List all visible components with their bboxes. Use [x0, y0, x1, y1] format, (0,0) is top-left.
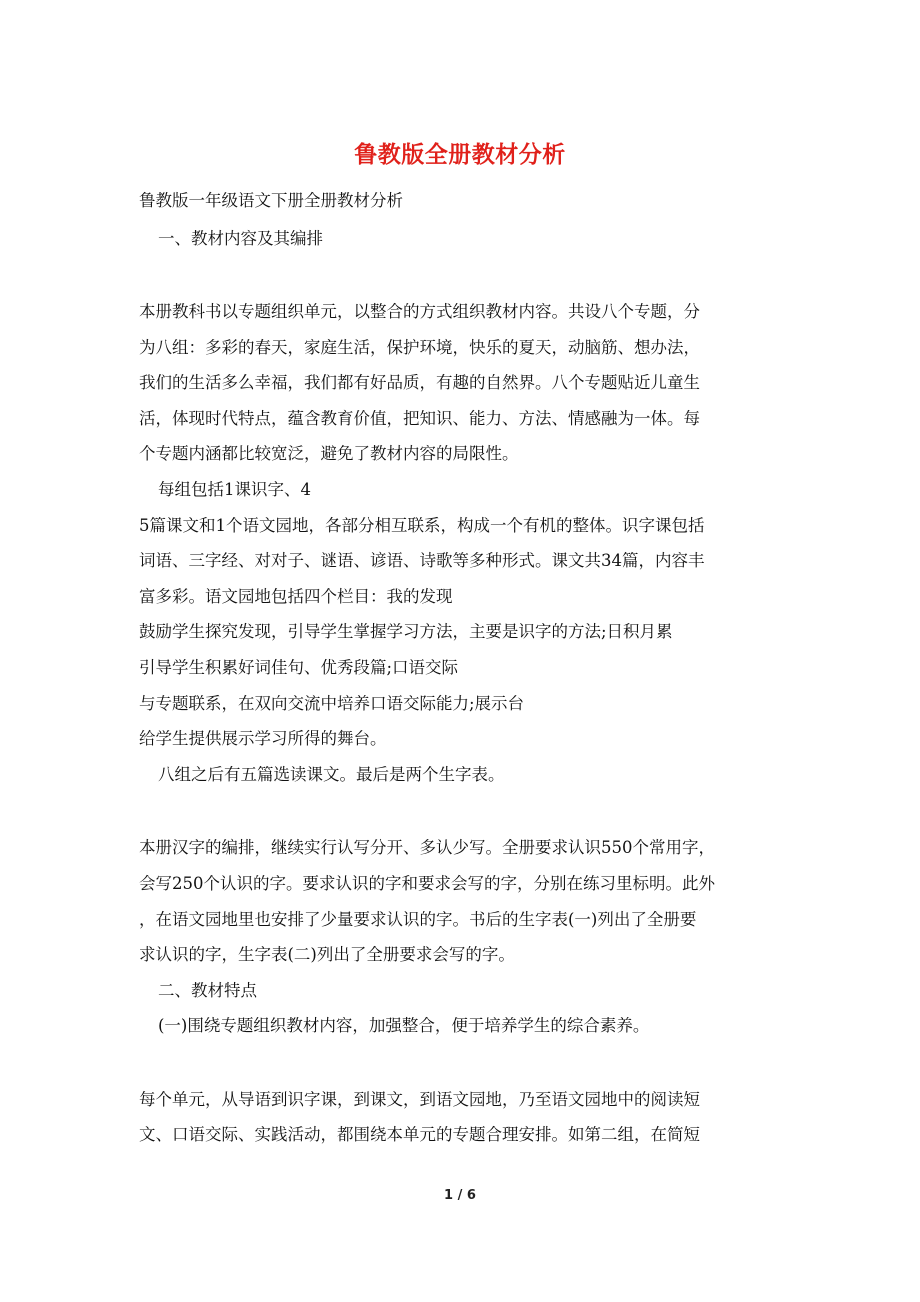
paragraph-line: 与专题联系，在双向交流中培养口语交际能力;展示台	[139, 694, 525, 713]
page-number: 1 / 6	[444, 1188, 476, 1203]
subsection-heading: (一)围绕专题组织教材内容，加强整合，便于培养学生的综合素养。	[158, 1016, 650, 1035]
paragraph-line: 会写250个认识的字。要求认识的字和要求会写的字，分别在练习里标明。此外	[139, 874, 715, 893]
document-title: 鲁教版全册教材分析	[354, 142, 566, 168]
paragraph-line: 词语、三字经、对对子、谜语、谚语、诗歌等多种形式。课文共34篇，内容丰	[139, 551, 705, 570]
paragraph-line: 每个单元，从导语到识字课，到课文，到语文园地，乃至语文园地中的阅读短	[139, 1090, 700, 1109]
paragraph-line: 求认识的字，生字表(二)列出了全册要求会写的字。	[139, 945, 515, 964]
paragraph-line: 为八组：多彩的春天，家庭生活，保护环境，快乐的夏天，动脑筋、想办法，	[139, 338, 700, 357]
section-heading-1: 一、教材内容及其编排	[158, 229, 323, 248]
paragraph-line: 八组之后有五篇选读课文。最后是两个生字表。	[158, 765, 505, 784]
subtitle-line: 鲁教版一年级语文下册全册教材分析	[139, 191, 403, 210]
paragraph-line: ，在语文园地里也安排了少量要求认识的字。书后的生字表(一)列出了全册要	[139, 910, 697, 929]
paragraph-line: 我们的生活多么幸福，我们都有好品质，有趣的自然界。八个专题贴近儿童生	[139, 373, 700, 392]
paragraph-line: 本册汉字的编排，继续实行认写分开、多认少写。全册要求认识550个常用字，	[139, 838, 715, 857]
paragraph-line: 文、口语交际、实践活动，都围绕本单元的专题合理安排。如第二组，在简短	[139, 1125, 700, 1144]
paragraph-line: 引导学生积累好词佳句、优秀段篇;口语交际	[139, 658, 459, 677]
paragraph-line: 鼓励学生探究发现，引导学生掌握学习方法，主要是识字的方法;日积月累	[139, 622, 673, 641]
section-heading-2: 二、教材特点	[158, 981, 257, 1000]
paragraph-line: 5篇课文和1个语文园地，各部分相互联系，构成一个有机的整体。识字课包括	[139, 516, 705, 535]
paragraph-line: 每组包括1课识字、4	[158, 480, 311, 499]
paragraph-line: 本册教科书以专题组织单元，以整合的方式组织教材内容。共设八个专题，分	[139, 302, 700, 321]
paragraph-line: 活，体现时代特点，蕴含教育价值，把知识、能力、方法、情感融为一体。每	[139, 409, 700, 428]
paragraph-line: 个专题内涵都比较宽泛，避免了教材内容的局限性。	[139, 444, 519, 463]
paragraph-line: 给学生提供展示学习所得的舞台。	[139, 729, 387, 748]
paragraph-line: 富多彩。语文园地包括四个栏目：我的发现	[139, 587, 453, 606]
